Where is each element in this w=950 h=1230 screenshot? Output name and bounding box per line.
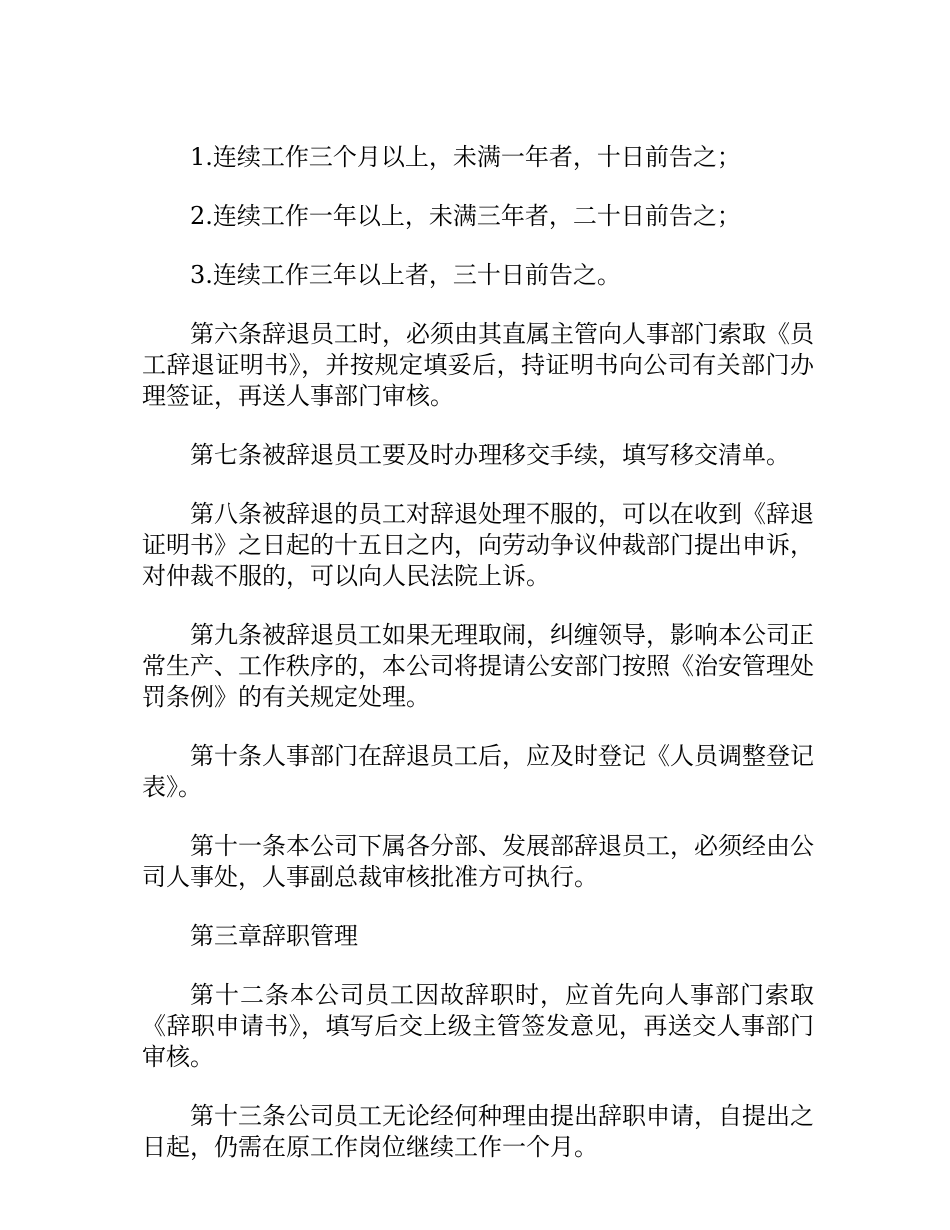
article-13: 第十三条公司员工无论经何种理由提出辞职申请，自提出之日起，仍需在原工作岗位继续工作一个月。 [142, 1102, 814, 1161]
clause-notice-one-year: 2.连续工作一年以上，未满三年者，二十日前告之； [190, 202, 741, 230]
article-6: 第六条辞退员工时，必须由其直属主管向人事部门索取《员工辞退证明书》，并按规定填妥后，持证明书向公司有关部门办理签证，再送人事部门审核。 [142, 320, 814, 410]
clause-notice-three-years: 3.连续工作三年以上者，三十日前告之。 [190, 261, 621, 289]
article-10: 第十条人事部门在辞退员工后，应及时登记《人员调整登记表》。 [142, 742, 814, 801]
chapter-3-heading: 第三章辞职管理 [190, 922, 358, 950]
article-9: 第九条被辞退员工如果无理取闹，纠缠领导，影响本公司正常生产、工作秩序的，本公司将提请公安部门按照《治安管理处罚条例》的有关规定处理。 [142, 621, 814, 711]
article-7: 第七条被辞退员工要及时办理移交手续，填写移交清单。 [190, 441, 790, 469]
article-11: 第十一条本公司下属各分部、发展部辞退员工，必须经由公司人事处，人事副总裁审核批准方可执行。 [142, 832, 814, 891]
clause-notice-three-months: 1.连续工作三个月以上，未满一年者，十日前告之； [190, 143, 741, 171]
article-12: 第十二条本公司员工因故辞职时，应首先向人事部门索取《辞职申请书》，填写后交上级主管签发意见，再送交人事部门审核。 [142, 981, 814, 1071]
article-8: 第八条被辞退的员工对辞退处理不服的，可以在收到《辞退证明书》之日起的十五日之内，向劳动争议仲裁部门提出申诉，对仲裁不服的，可以向人民法院上诉。 [142, 500, 814, 590]
document-body [142, 142, 814, 1191]
